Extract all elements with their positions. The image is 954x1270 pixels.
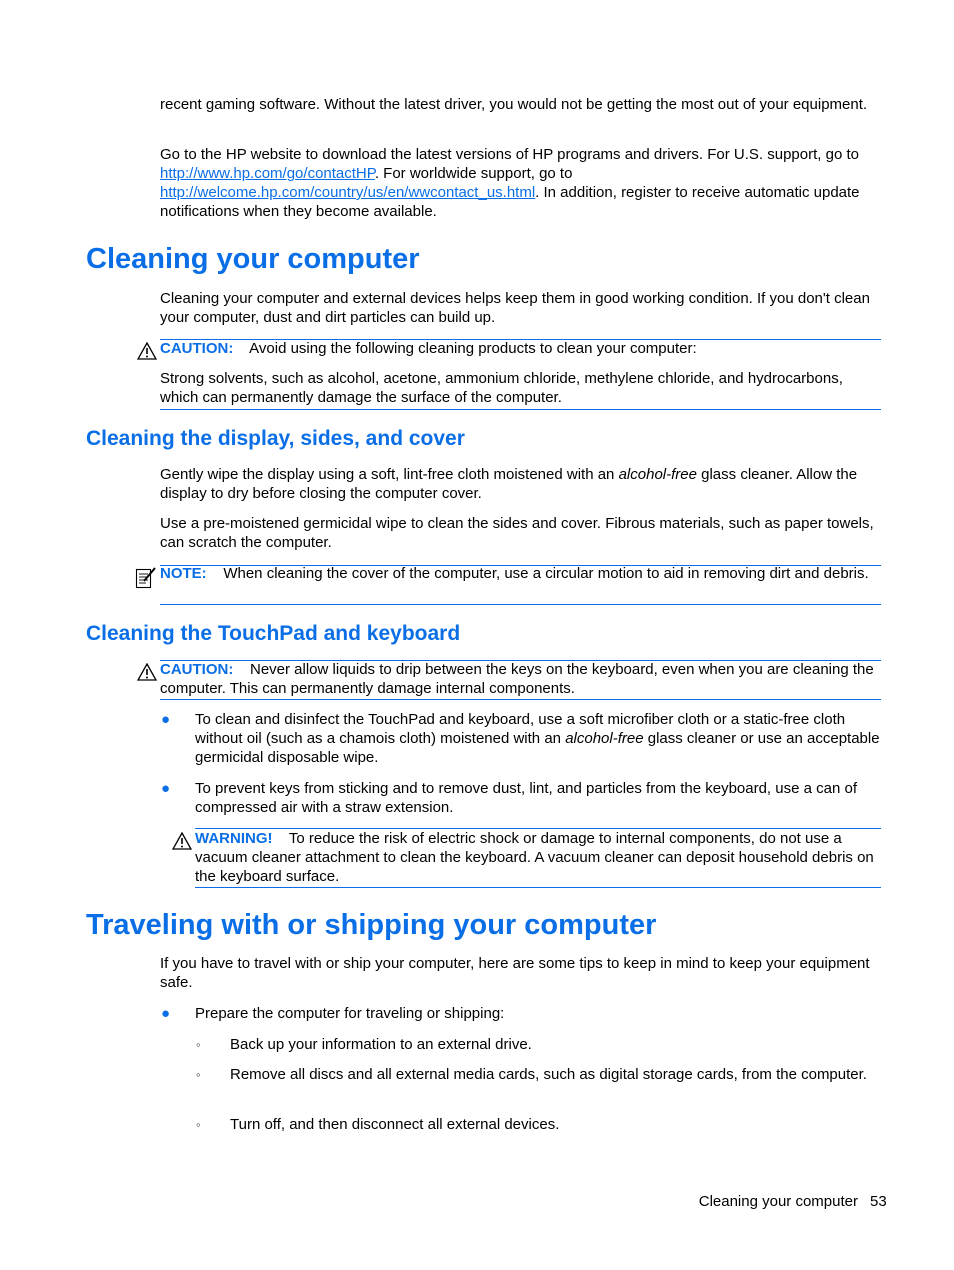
wwcontact-link[interactable]: http://welcome.hp.com/country/us/en/wwcontact_us.html bbox=[160, 184, 536, 201]
traveling-intro: If you have to travel with or ship your computer, here are some tips to keep in mind to keep your equipment safe. bbox=[160, 955, 870, 991]
section-title-traveling: Traveling with or shipping your computer bbox=[86, 909, 657, 941]
alcohol-free-emphasis: alcohol-free bbox=[565, 730, 644, 747]
traveling-bullet-1: Prepare the computer for traveling or shipping: bbox=[195, 1005, 505, 1022]
caution2-note bbox=[160, 660, 882, 698]
footer-section-name: Cleaning your computer bbox=[698, 1193, 858, 1210]
section-title-cleaning: Cleaning your computer bbox=[86, 243, 420, 275]
traveling-sub-2: Remove all discs and all external media cards, such as digital storage cards, from the computer. bbox=[230, 1066, 867, 1083]
display-paragraph-1 bbox=[160, 465, 882, 503]
traveling-sub-3: Turn off, and then disconnect all external devices. bbox=[230, 1116, 560, 1133]
note-label: NOTE: bbox=[160, 565, 207, 582]
warning-bottom-rule bbox=[195, 887, 881, 888]
note-callout bbox=[160, 564, 882, 583]
caution-note bbox=[160, 339, 882, 358]
sub-bullet-circle: ◦ bbox=[196, 1067, 201, 1082]
intro-text-c: . In addition, register to receive automatic update notifications when they become available. bbox=[160, 184, 860, 220]
intro-paragraph-2 bbox=[160, 145, 882, 221]
intro-paragraph-1: recent gaming software. Without the latest driver, you would not be getting the most out of your equipment. bbox=[160, 96, 868, 113]
warning-callout bbox=[195, 829, 881, 886]
sub-bullet-circle: ◦ bbox=[196, 1117, 201, 1132]
caution-bottom-rule bbox=[160, 409, 881, 410]
note-text: When cleaning the cover of the computer, use a circular motion to aid in removing dirt and debris. bbox=[223, 565, 869, 582]
bullet-dot: ● bbox=[161, 1005, 171, 1022]
touchpad-bullet-2: To prevent keys from sticking and to remove dust, lint, and particles from the keyboard, use a can of compressed air with a straw extension. bbox=[195, 780, 857, 816]
warning-label: WARNING! bbox=[195, 830, 273, 847]
bullet1-text-a: To clean and disinfect the TouchPad and keyboard, use a soft microfiber cloth or a static-free cloth without oil (such as a chamois cloth) moistened with an bbox=[195, 711, 846, 747]
note-icon bbox=[135, 566, 157, 590]
display-text-b: glass cleaner. Allow the display to dry before closing the computer cover. bbox=[160, 466, 858, 502]
bullet-dot: ● bbox=[161, 711, 171, 728]
contacthp-link[interactable]: http://www.hp.com/go/contactHP bbox=[160, 165, 375, 182]
intro-text-a: Go to the HP website to download the latest versions of HP programs and drivers. For U.S. support, go to bbox=[160, 146, 859, 163]
caution-icon bbox=[137, 342, 157, 360]
touchpad-bullet-1 bbox=[195, 710, 882, 767]
warning-icon bbox=[172, 832, 192, 850]
caution-icon bbox=[137, 663, 157, 681]
page-number: 53 bbox=[870, 1193, 887, 1210]
caution-text: Avoid using the following cleaning products to clean your computer: bbox=[249, 340, 697, 357]
caution2-bottom-rule bbox=[160, 699, 881, 700]
display-paragraph-2: Use a pre-moistened germicidal wipe to clean the sides and cover. Fibrous materials, such as paper towels, can scratch the computer. bbox=[160, 515, 874, 551]
warning-text: To reduce the risk of electric shock or damage to internal components, do not use a vacuum cleaner attachment to clean the keyboard. A vacuum cleaner can deposit household debris on the keyboard surface. bbox=[195, 830, 874, 885]
alcohol-free-emphasis: alcohol-free bbox=[618, 466, 697, 483]
section-title-touchpad: Cleaning the TouchPad and keyboard bbox=[86, 622, 461, 645]
note-bottom-rule bbox=[160, 604, 881, 605]
caution2-text: Never allow liquids to drip between the keys on the keyboard, even when you are cleaning the computer. This can permanently damage internal components. bbox=[160, 661, 874, 697]
intro-text-b: . For worldwide support, go to bbox=[374, 165, 573, 182]
display-text-a: Gently wipe the display using a soft, lint-free cloth moistened with an bbox=[160, 466, 619, 483]
section-title-display: Cleaning the display, sides, and cover bbox=[86, 427, 465, 450]
caution-label: CAUTION: bbox=[160, 340, 234, 357]
cleaning-intro: Cleaning your computer and external devices helps keep them in good working condition. If you don't clean your computer, dust and dirt particles can build up. bbox=[160, 290, 870, 326]
caution-detail: Strong solvents, such as alcohol, acetone, ammonium chloride, methylene chloride, and hydrocarbons, which can permanently damage the surface of the computer. bbox=[160, 370, 843, 406]
traveling-sub-1: Back up your information to an external drive. bbox=[230, 1036, 532, 1053]
bullet1-text-b: glass cleaner or use an acceptable germicidal disposable wipe. bbox=[195, 730, 880, 766]
caution2-label: CAUTION: bbox=[160, 661, 234, 678]
sub-bullet-circle: ◦ bbox=[196, 1037, 201, 1052]
bullet-dot: ● bbox=[161, 780, 171, 797]
